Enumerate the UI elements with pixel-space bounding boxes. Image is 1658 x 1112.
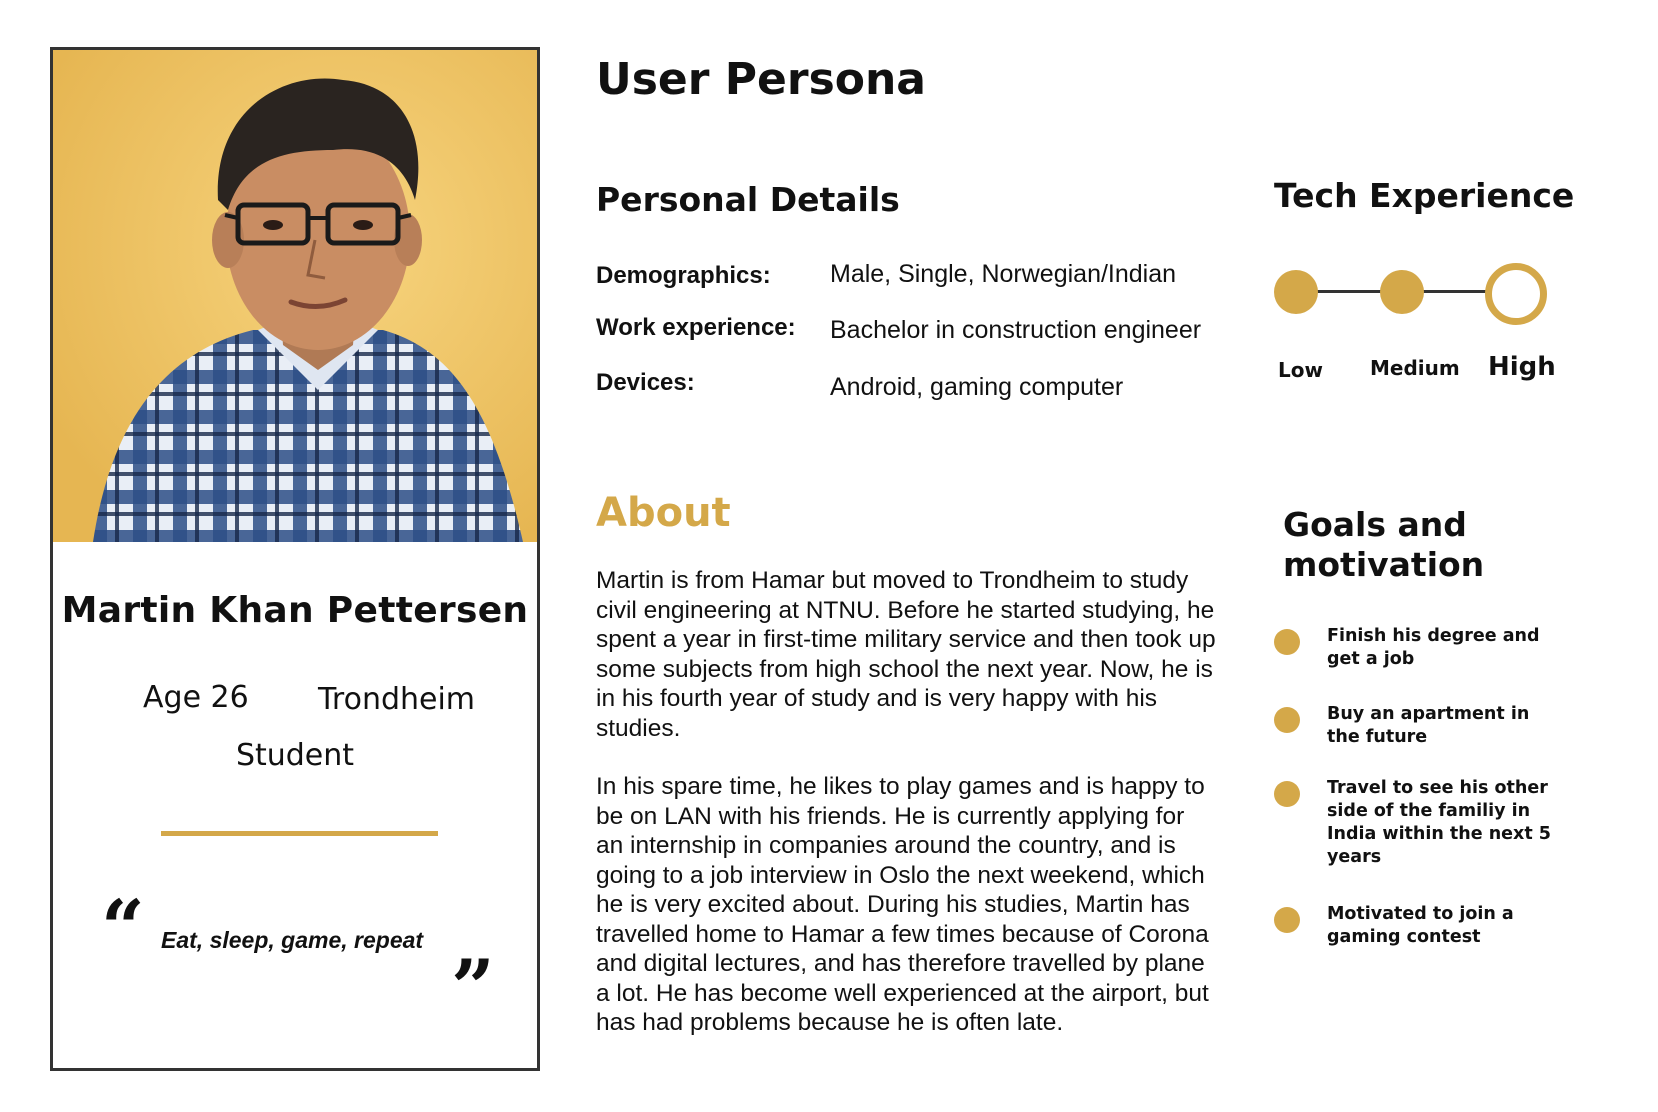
about-paragraph: In his spare time, he likes to play games and is happy to be on LAN with his friends. He is currently applying for an internship in companies around the country, and is going to a job interview in Oslo the next weekend, which he is very excited about. During his studies, Martin has travelled home to Hamar a few times because of Corona and digital lectures, and has therefore travelled by plane a lot. He has become well experienced at the airport, but has had problems because he is often late. [596, 773, 1209, 1036]
goals-heading: Goals and motivation [1283, 505, 1485, 584]
goal-bullet-icon [1274, 907, 1300, 933]
profile-card [50, 47, 540, 1071]
work-experience-value: Bachelor in construction engineer [830, 316, 1202, 344]
card-divider [161, 831, 438, 836]
quote-open-icon: “ [101, 883, 145, 972]
about-paragraph: Martin is from Hamar but moved to Trondheim to study civil engineering at NTNU. Before he started studying, he spent a year in first-time military service and then took up some subjects from high school the next year. Now, he is in his fourth year of study and is very happy with his studies. [596, 567, 1216, 742]
scale-dot-medium [1380, 270, 1424, 314]
demographics-label: Demographics: [596, 262, 771, 289]
about-text [596, 566, 1216, 1067]
goal-bullet-icon [1274, 707, 1300, 733]
scale-dot-high-selected [1485, 263, 1547, 325]
persona-quote: Eat, sleep, game, repeat [161, 927, 424, 953]
goal-text: Travel to see his other side of the familiy in India within the next 5 years [1327, 778, 1551, 867]
persona-city: Trondheim [318, 682, 476, 717]
demographics-value: Male, Single, Norwegian/Indian [830, 260, 1177, 288]
persona-name: Martin Khan Pettersen [61, 590, 529, 631]
goal-text: Finish his degree and get a job [1327, 626, 1540, 669]
scale-dot-low [1274, 270, 1318, 314]
persona-age: Age 26 [143, 680, 249, 715]
goal-text: Motivated to join a gaming contest [1327, 904, 1514, 947]
goal-text: Buy an apartment in the future [1327, 704, 1530, 747]
scale-label-low: Low [1278, 358, 1323, 382]
profile-photo [53, 50, 537, 542]
page-title: User Persona [596, 54, 926, 105]
quote-close-icon: ” [451, 943, 495, 1032]
devices-value: Android, gaming computer [830, 373, 1124, 401]
devices-label: Devices: [596, 369, 695, 396]
scale-label-medium: Medium [1370, 356, 1460, 380]
personal-details-heading: Personal Details [596, 180, 900, 219]
tech-experience-heading: Tech Experience [1274, 176, 1575, 215]
work-experience-label: Work experience: [596, 314, 796, 341]
tech-experience-scale [1274, 262, 1554, 332]
persona-occupation: Student [235, 738, 355, 773]
goal-bullet-icon [1274, 781, 1300, 807]
about-heading: About [596, 490, 731, 536]
scale-label-high: High [1488, 352, 1556, 382]
portrait-image [53, 50, 537, 542]
goal-bullet-icon [1274, 629, 1300, 655]
